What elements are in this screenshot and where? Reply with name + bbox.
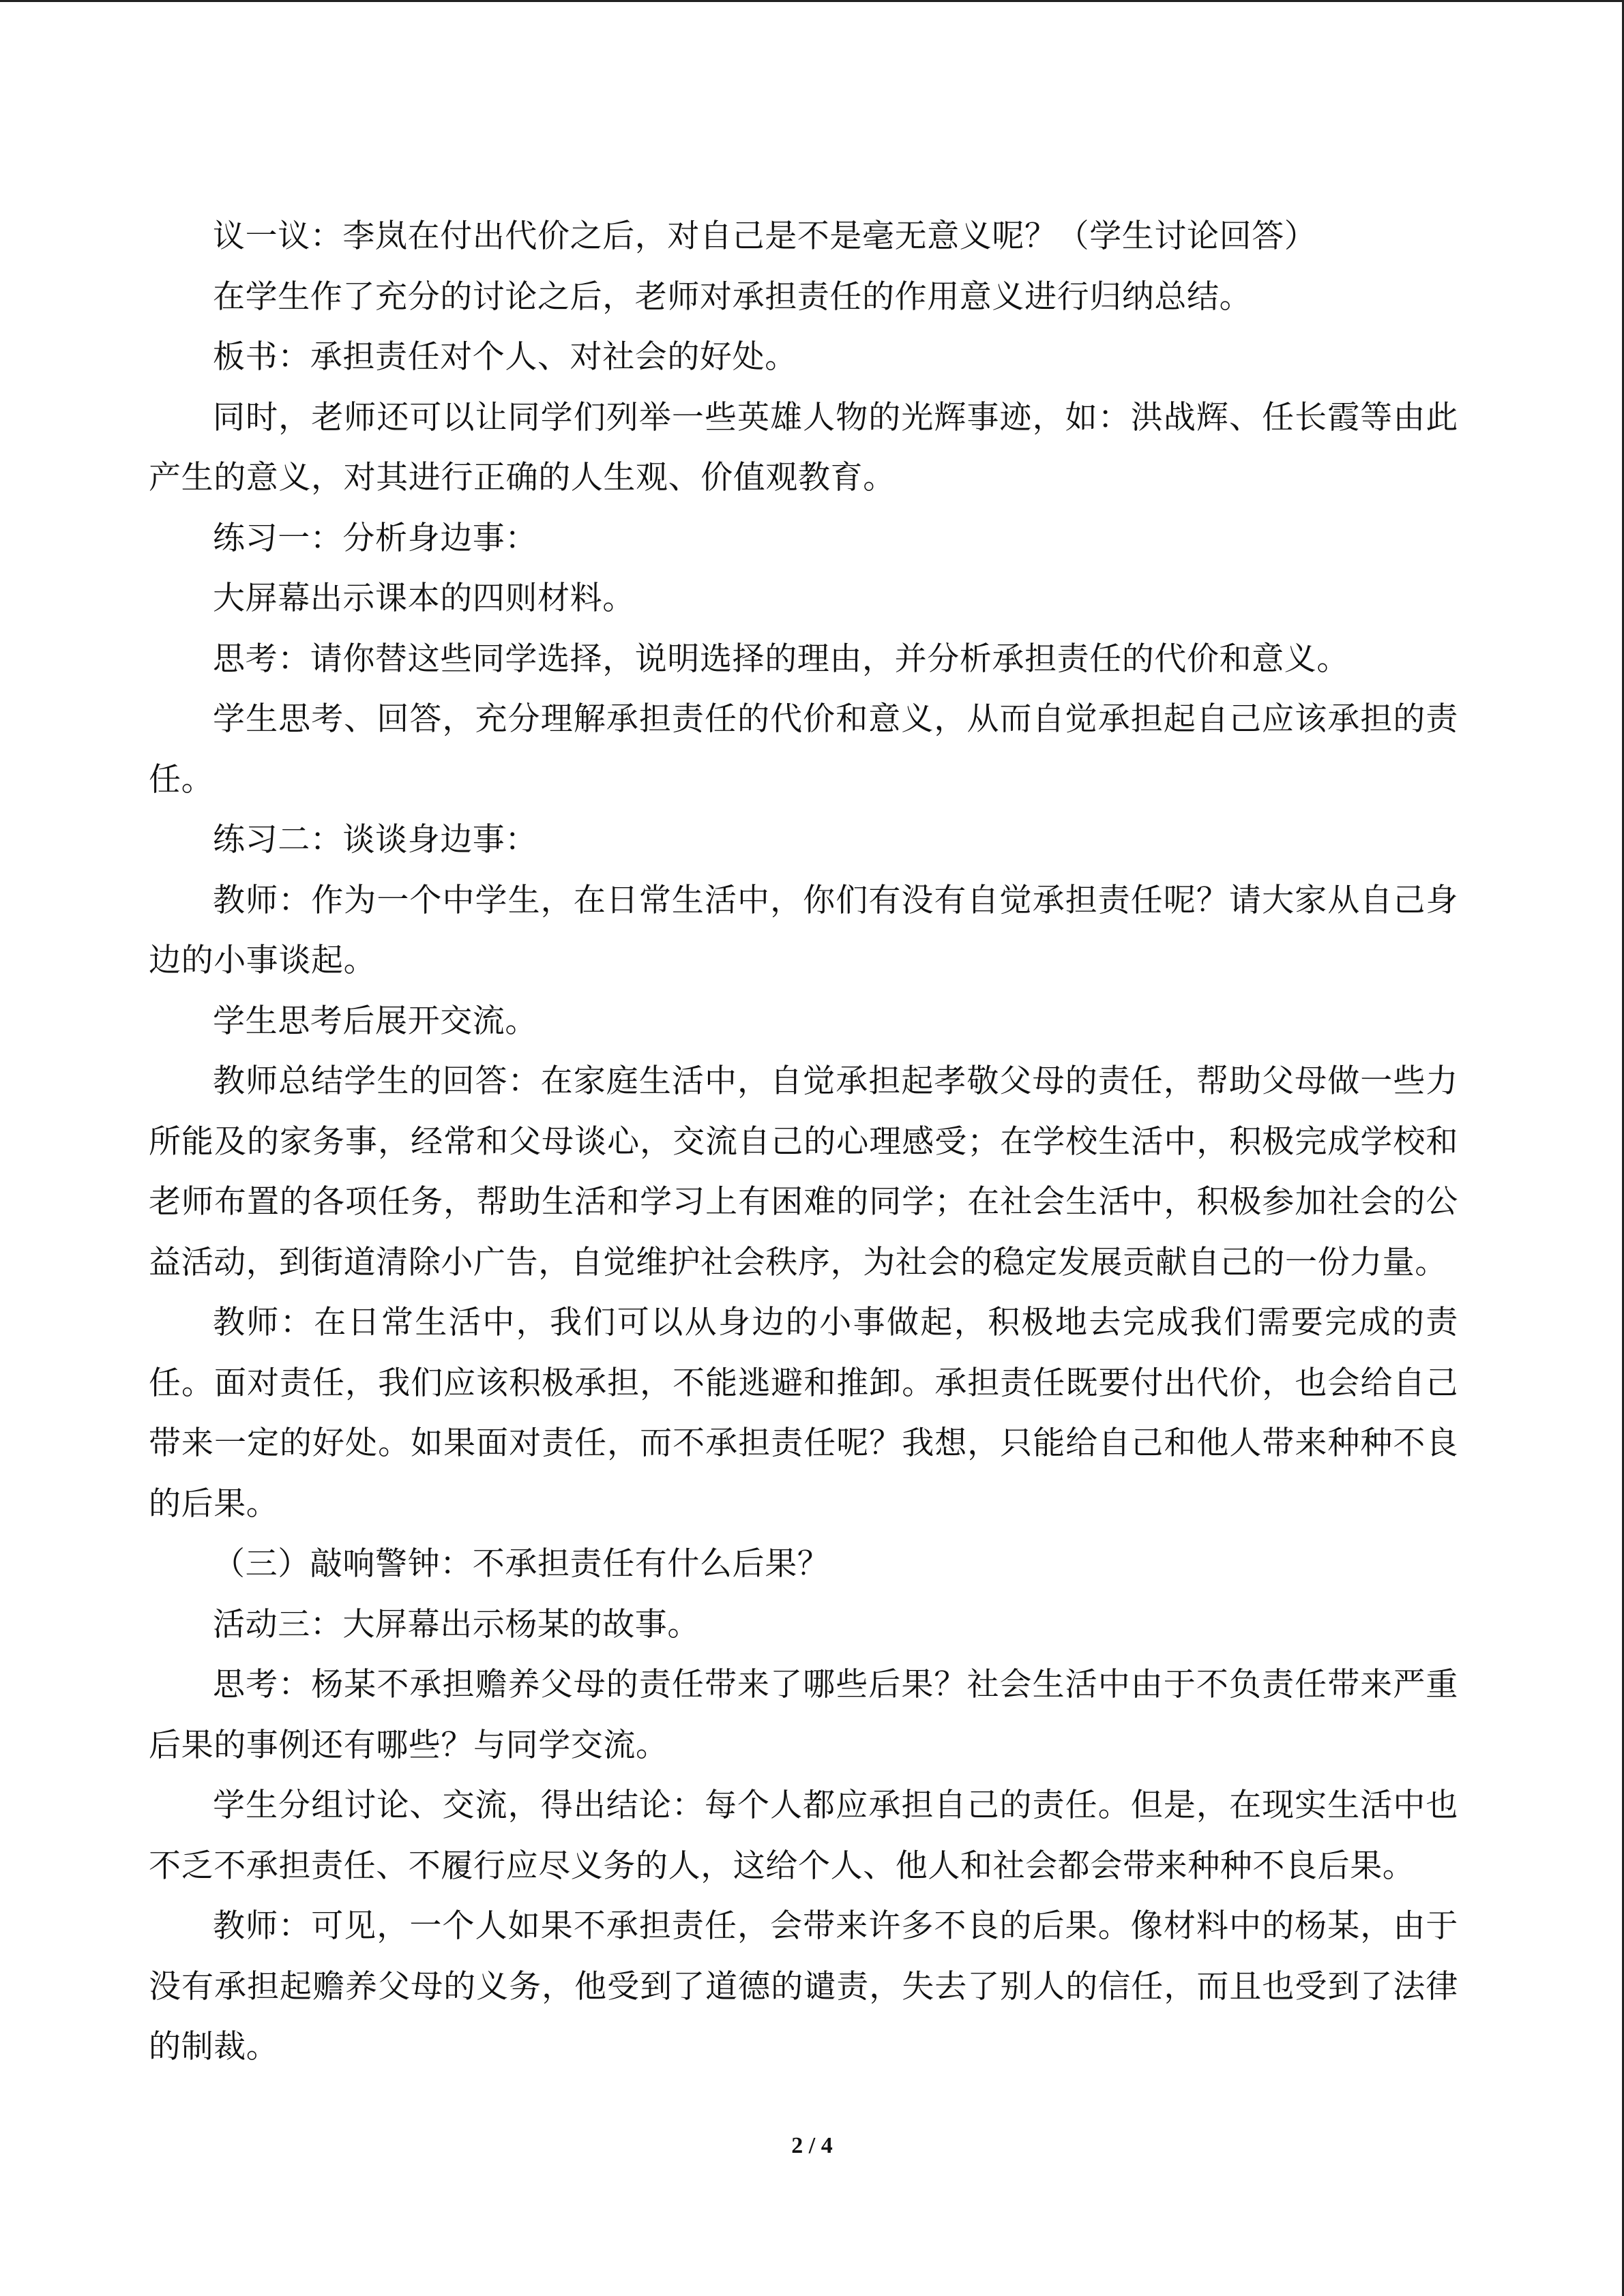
paragraph-screen-materials: 大屏幕出示课本的四则材料。 xyxy=(213,580,635,617)
paragraph-blackboard-note: 板书：承担责任对个人、对社会的好处。 xyxy=(213,338,797,376)
paragraph-teacher-summary: 在学生作了充分的讨论之后，老师对承担责任的作用意义进行归纳总结。 xyxy=(213,278,1252,316)
paragraph-teacher-daily-life: 教师：在日常生活中，我们可以从身边的小事做起，积极地去完成我们需要完成的责任。面对责任，我们应该积极承担，不能逃避和推卸。承担责任既要付出代价，也会给自己带来一定的好处。如果面对责任，而不承担责任呢？我想，只能给自己和他人带来种种不良的后果。 xyxy=(149,1304,1458,1523)
paragraph-group-discussion: 学生分组讨论、交流，得出结论：每个人都应承担自己的责任。但是，在现实生活中也不乏不承担责任、不履行应尽义务的人，这给个人、他人和社会都会带来种种不良后果。 xyxy=(149,1787,1458,1885)
paragraph-exercise-one: 练习一：分析身边事： xyxy=(213,519,537,557)
paragraph-think-choose: 思考：请你替这些同学选择，说明选择的理由，并分析承担责任的代价和意义。 xyxy=(213,640,1349,678)
page-number: 2 / 4 xyxy=(791,2133,833,2158)
section-heading-warning: （三）敲响警钟：不承担责任有什么后果？ xyxy=(213,1545,830,1583)
paragraph-exercise-two: 练习二：谈谈身边事： xyxy=(213,821,537,859)
page-body xyxy=(149,207,1458,2078)
paragraph-teacher-yang: 教师：可见，一个人如果不承担责任，会带来许多不良的后果。像材料中的杨某，由于没有承担起赡养父母的义务，他受到了道德的谴责，失去了别人的信任，而且也受到了法律的制裁。 xyxy=(149,1907,1458,2066)
paragraph-hero-examples: 同时，老师还可以让同学们列举一些英雄人物的光辉事迹，如：洪战辉、任长霞等由此产生的意义，对其进行正确的人生观、价值观教育。 xyxy=(149,398,1458,496)
paragraph-teacher-question: 教师：作为一个中学生，在日常生活中，你们有没有自觉承担责任呢？请大家从自己身边的小事谈起。 xyxy=(149,881,1458,979)
paragraph-student-answer: 学生思考、回答，充分理解承担责任的代价和意义，从而自觉承担起自己应该承担的责任。 xyxy=(149,700,1458,799)
paragraph-teacher-conclusion: 教师总结学生的回答：在家庭生活中，自觉承担起孝敬父母的责任，帮助父母做一些力所能及的家务事，经常和父母谈心，交流自己的心理感受；在学校生活中，积极完成学校和老师布置的各项任务，帮助生活和学习上有困难的同学；在社会生活中，积极参加社会的公益活动，到街道清除小广告，自觉维护社会秩序，为社会的稳定发展贡献自己的一份力量。 xyxy=(149,1062,1458,1281)
paragraph-think-consequences: 思考：杨某不承担赡养父母的责任带来了哪些后果？社会生活中由于不负责任带来严重后果的事例还有哪些？与同学交流。 xyxy=(149,1666,1458,1764)
paragraph-discussion-question: 议一议：李岚在付出代价之后，对自己是不是毫无意义呢？（学生讨论回答） xyxy=(213,218,1317,255)
paragraph-student-exchange: 学生思考后展开交流。 xyxy=(213,1002,537,1040)
paragraph-activity-three: 活动三：大屏幕出示杨某的故事。 xyxy=(213,1605,700,1643)
